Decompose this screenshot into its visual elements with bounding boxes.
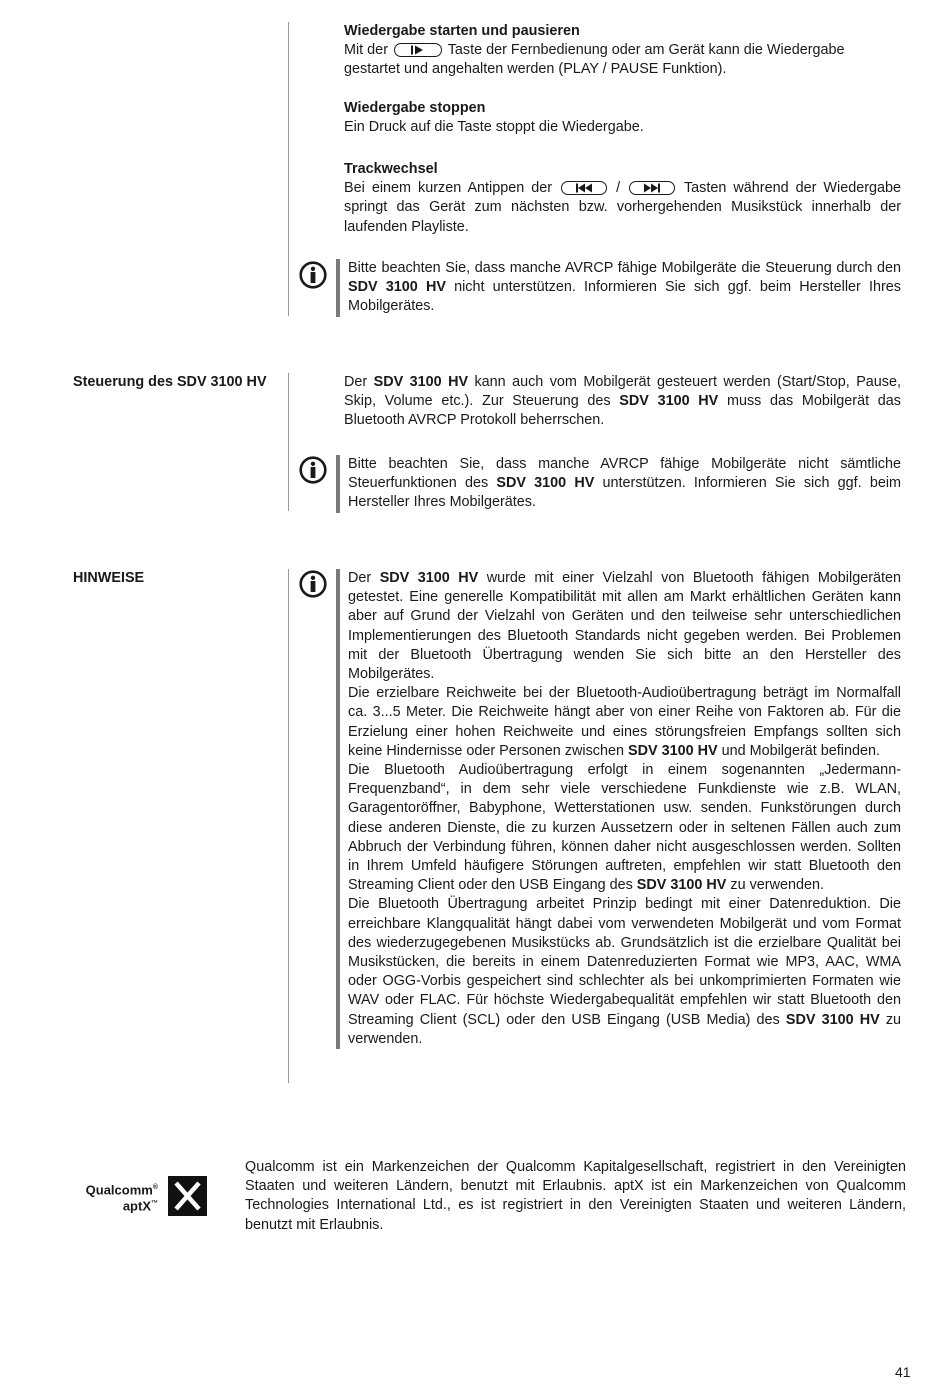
track-text-start: Bei einem kurzen Antippen der xyxy=(344,180,553,197)
control-section xyxy=(344,373,901,431)
info-icon xyxy=(299,570,327,598)
trademark-text: Qualcomm ist ein Markenzeichen der Qualcomm Kapitalgesellschaft, registriert in den Vereinigten Staaten und weiteren Ländern, benutzt mit Erlaubnis. aptX ist ein Markenzeichen von Qualcomm Technologies International Ltd., es ist registriert in den Vereinigten Staaten und weiteren Ländern, benutzt mit Erlaubnis. xyxy=(245,1159,906,1233)
notes-block xyxy=(336,569,901,1049)
note-text-end: unterstützen. Informieren Sie sich ggf. beim Hersteller Ihres Mobilgerätes. xyxy=(348,475,902,511)
section-title-notes: HINWEISE xyxy=(73,570,145,586)
model-name: SDV 3100 HV xyxy=(379,570,479,586)
margin-rule-3 xyxy=(288,569,289,1083)
track-text xyxy=(344,179,901,237)
page-number: 41 xyxy=(895,1364,911,1380)
model-name: SDV 3100 HV xyxy=(785,1011,880,1028)
margin-rule-1 xyxy=(288,22,289,316)
note-avrcp-2 xyxy=(336,455,901,513)
margin-rule-2 xyxy=(288,373,289,511)
play-heading: Wiedergabe starten und pausieren xyxy=(344,23,580,39)
logo-line-qualcomm: Qualcomm® xyxy=(85,1182,158,1198)
section-title-control: Steuerung des SDV 3100 HV xyxy=(73,374,267,390)
aptx-logo-icon xyxy=(168,1176,207,1216)
play-pause-button-icon xyxy=(394,43,442,57)
notes-paragraph-quality: Die Bluetooth Übertragung arbeitet Prinzip bedingt mit einer Datenreduktion. Die erreichbare Klangqualität hängt dabei vom verwendeten Mobilgerät und vom Format des wiederzugegebenen Musikstücks ab. Grundsätzlich ist die erzielbare Qualität bei Musikstücken, die bereits in einem Datenreduzierten Format wie MP3, AAC, WMA oder OGG-Vorbis gespeichert sind schlechter als bei unkomprimierten Formaten wie WAV oder FLAC. Für höchste Wiedergabequalität empfehlen wir statt Bluetooth den Streaming Client (SCL) oder den USB Eingang (USB Media) des SDV 3100 HV zu verwenden. xyxy=(348,896,902,1047)
skip-forward-icon xyxy=(629,181,675,195)
notes-paragraph-range: Die erzielbare Reichweite bei der Bluetooth-Audioübertragung beträgt im Normalfall ca. 3...5 Meter. Die Reichweite hängt aber von einer Reihe von Faktoren ab. Für die Erzielung einer hohen Reichweite und eines störungsfreien Empfangs sollten sich keine Hindernisse oder Personen zwischen SDV 3100 HV und Mobilgerät befinden. xyxy=(348,685,901,759)
logo-line-aptx: aptX™ xyxy=(122,1198,158,1214)
qualcomm-aptx-logo xyxy=(80,1176,210,1220)
stop-heading: Wiedergabe stoppen xyxy=(344,99,486,116)
model-name: SDV 3100 HV xyxy=(348,279,446,296)
track-heading: Trackwechsel xyxy=(344,161,438,178)
stop-text: Ein Druck auf die Taste stoppt die Wiedergabe. xyxy=(344,118,644,135)
notes-paragraph-compatibility: Der SDV 3100 HV wurde mit einer Vielzahl von Bluetooth fähigen Mobilgeräten getestet. Eine generelle Kompatibilität mit allen am Markt erhältlichen Geräten kann aber auf Grund der Vielzahl von Geräten und den teilweise sehr unterschiedlichen Implementierungen des Bluetooth Standards nicht gegeben werden. Bei Problemen mit der Bluetooth Übertragung wenden Sie sich bitte an den Hersteller des Mobilgerätes. xyxy=(348,570,902,683)
control-text-a: Der xyxy=(344,374,368,390)
model-name: SDV 3100 HV xyxy=(619,393,719,410)
play-text-start: Mit der xyxy=(344,42,388,59)
notes-paragraph-interference: Die Bluetooth Audioübertragung erfolgt in einem sogenannten „Jedermann-Frequenzband“, in dem sehr viele verschiedene Funkdienste wie z.B. WLAN, Garagentoröffner, Babyphone, Wetterstationen usw. senden. Funkstörungen durch diese anderen Dienste, die zu kurzen Aussetzern oder in seltenen Fällen auch zum Abbruch der Verbindung führen, können daher nicht ausgeschlossen werden. Sollten in Ihrem Umfeld häufigere Störungen auftreten, empfehlen wir statt Bluetooth den Streaming Client oder den USB Eingang des SDV 3100 HV zu verwenden. xyxy=(348,762,901,894)
control-text-b: kann auch vom Mobilgerät gesteuert werden (Start/Stop, Pause, Skip, Volume etc.). Zur Steuerung des xyxy=(344,374,901,410)
info-icon xyxy=(299,261,327,289)
track-separator: / xyxy=(616,180,621,197)
note-text-start: Bitte beachten Sie, dass manche AVRCP fähige Mobilgeräte nicht sämtliche Steuerfunktionen des xyxy=(348,456,901,492)
note-avrcp-1 xyxy=(336,259,901,317)
track-text-end: Tasten während der Wiedergabe springt das Gerät zum nächsten bzw. vorhergehenden Musikstück innerhalb der laufenden Playliste. xyxy=(344,180,902,235)
model-name: SDV 3100 HV xyxy=(496,475,595,492)
control-text-c: muss das Mobilgerät das Bluetooth AVRCP Protokoll beherrschen. xyxy=(344,393,901,429)
model-name: SDV 3100 HV xyxy=(627,742,718,759)
skip-back-icon xyxy=(561,181,607,195)
play-text-end: Taste der Fernbedienung oder am Gerät kann die Wiedergabe gestartet und angehalten werden (PLAY / PAUSE Funktion). xyxy=(344,42,845,78)
info-icon xyxy=(299,456,327,484)
model-name: SDV 3100 HV xyxy=(373,374,469,390)
playback-section xyxy=(344,22,901,237)
note-text-end: nicht unterstützen. Informieren Sie sich ggf. beim Hersteller Ihres Mobilgerätes. xyxy=(348,279,901,315)
note-text-start: Bitte beachten Sie, dass manche AVRCP fähige Mobilgeräte die Steuerung durch den xyxy=(348,260,901,276)
model-name: SDV 3100 HV xyxy=(636,877,727,894)
play-text xyxy=(344,41,901,79)
